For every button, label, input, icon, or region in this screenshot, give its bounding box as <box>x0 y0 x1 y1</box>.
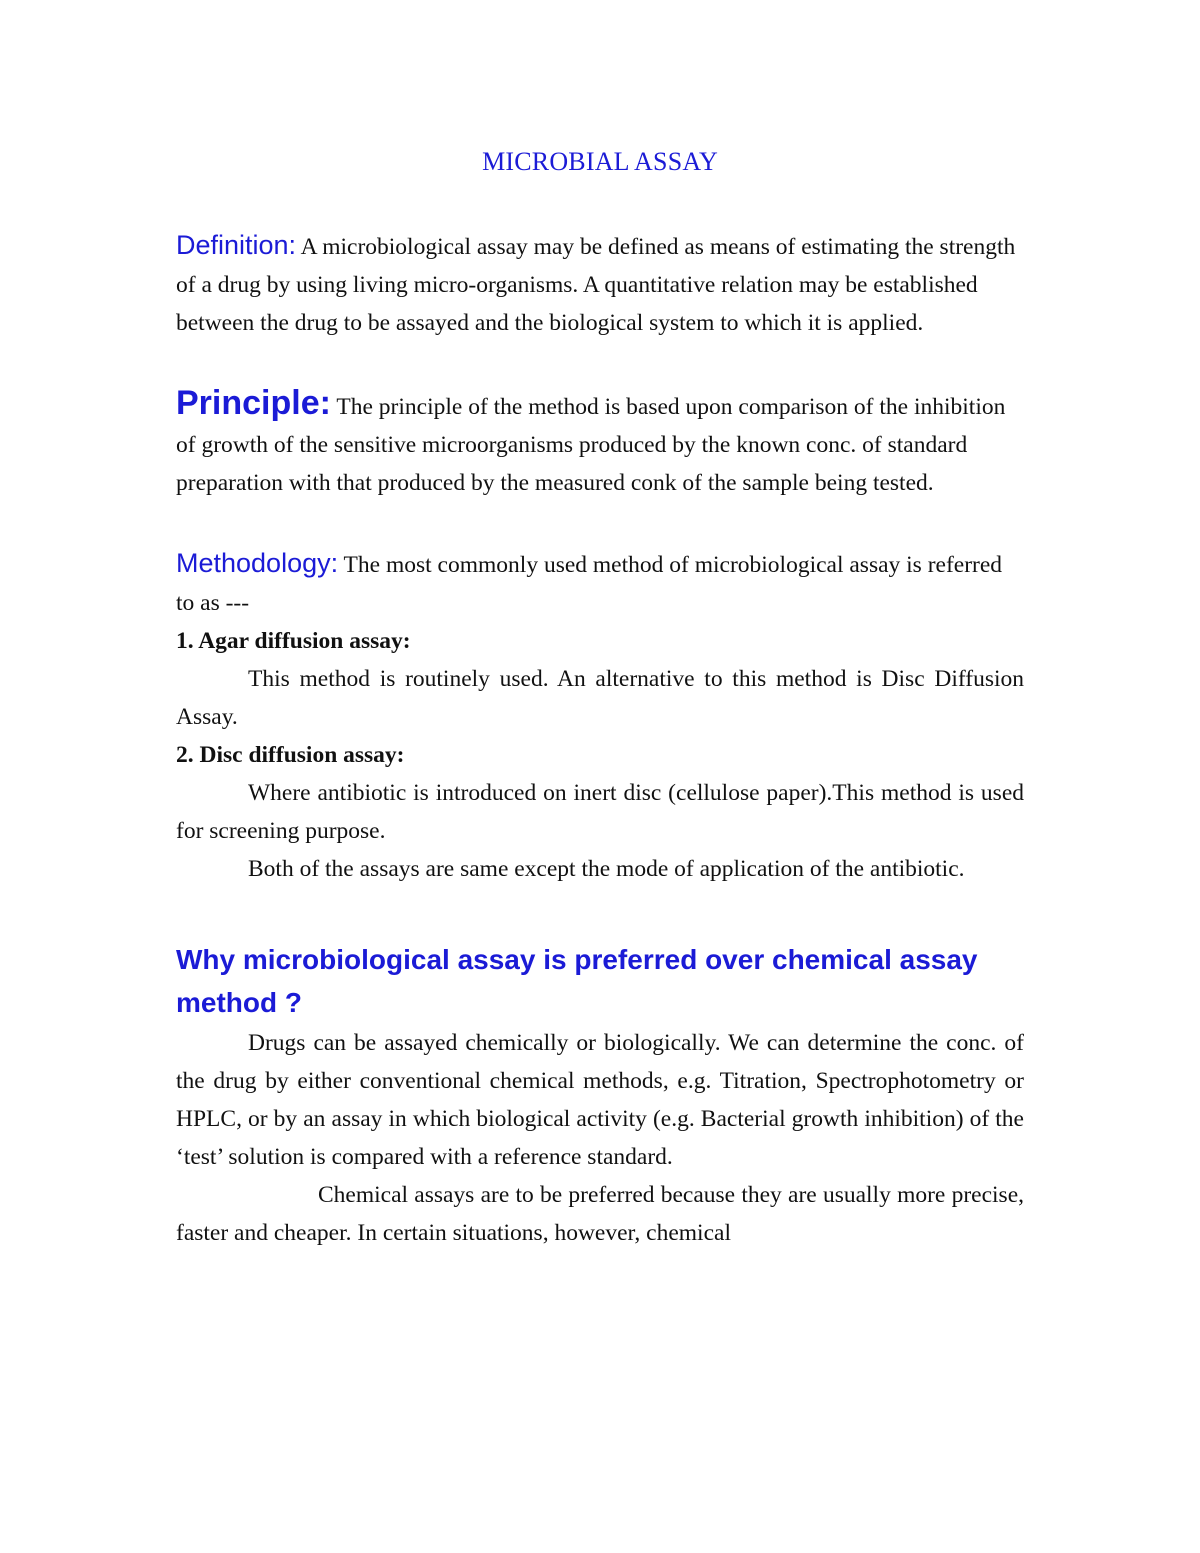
methodology-paragraph <box>176 544 1024 622</box>
definition-paragraph <box>176 226 1024 342</box>
methodology-label: Methodology: <box>176 548 339 578</box>
document-content <box>176 140 1024 1252</box>
document-title: MICROBIAL ASSAY <box>482 147 718 176</box>
disc-diffusion-title: 2. Disc diffusion assay: <box>176 742 405 768</box>
methodology-note: Both of the assays are same except the mode of application of the antibiotic. <box>248 856 965 882</box>
principle-text: The principle of the method is based upon comparison of the inhibition of growth of the sensitive microorganisms produced by the known conc. of standard preparation with that produced by the measured conk of the sample being tested. <box>176 394 1006 496</box>
disc-diffusion-text: Where antibiotic is introduced on inert disc (cellulose paper).This method is used for screening purpose. <box>176 780 1024 844</box>
why-heading: Why microbiological assay is preferred over chemical assay method ? <box>176 944 978 1018</box>
definition-text: A microbiological assay may be defined as means of estimating the strength of a drug by using living micro-organisms. A quantitative relation may be established between the drug to be assayed and the biological system to which it is applied. <box>176 234 1016 336</box>
principle-label: Principle: <box>176 384 331 422</box>
methodology-text: The most commonly used method of microbiological assay is referred to as --- <box>176 552 1003 616</box>
why-paragraph-2: Chemical assays are to be preferred because they are usually more precise, faster and cheaper. In certain situations, however, chemical <box>176 1182 1024 1246</box>
principle-paragraph <box>176 384 1024 502</box>
why-paragraph-1: Drugs can be assayed chemically or biologically. We can determine the conc. of the drug by either conventional chemical methods, e.g. Titration, Spectrophotometry or HPLC, or by an assay in which biological activity (e.g. Bacterial growth inhibition) of the ‘test’ solution is compared with a reference standard. <box>176 1030 1024 1170</box>
agar-diffusion-text: This method is routinely used. An alternative to this method is Disc Diffusion Assay. <box>176 666 1024 730</box>
agar-diffusion-title: 1. Agar diffusion assay: <box>176 628 411 654</box>
definition-label: Definition: <box>176 230 297 260</box>
